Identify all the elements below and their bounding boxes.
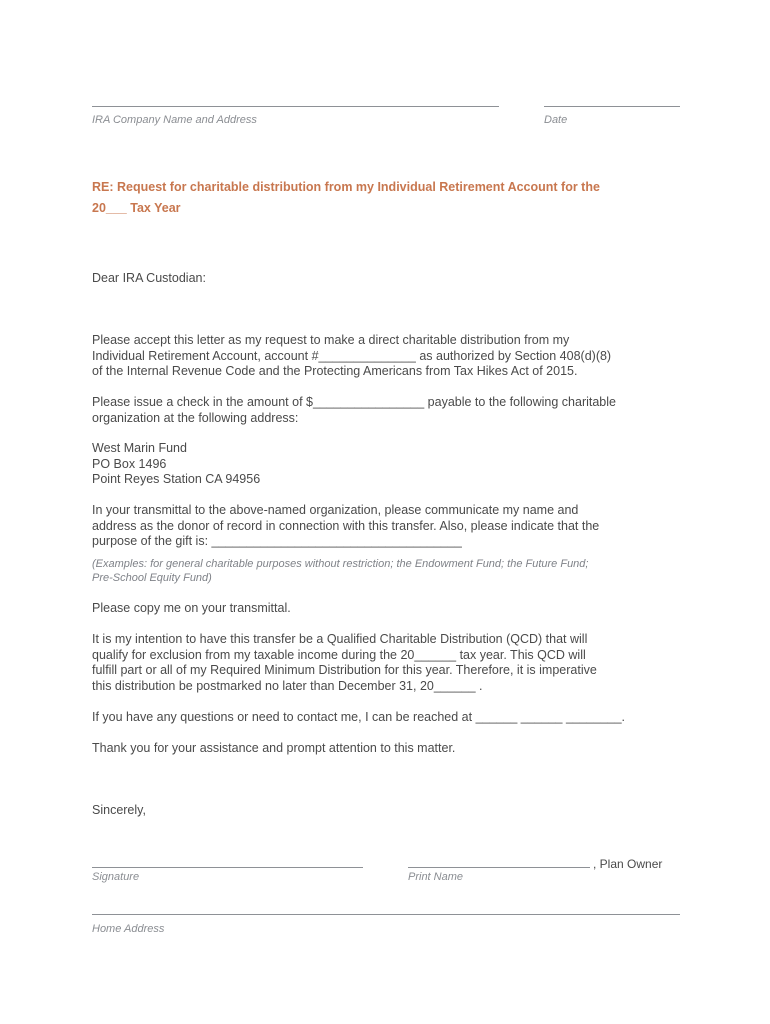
salutation: Dear IRA Custodian: xyxy=(92,271,206,285)
text-line: qualify for exclusion from my taxable income during the 20______ tax year. This QCD will xyxy=(92,647,586,662)
plan-owner-label: , Plan Owner xyxy=(593,857,663,871)
paragraph-qcd xyxy=(92,632,692,694)
paragraph-contact: If you have any questions or need to contact me, I can be reached at ______ ______ ________. xyxy=(92,710,626,724)
company-name-caption: IRA Company Name and Address xyxy=(92,114,257,126)
date-line[interactable] xyxy=(544,106,680,107)
address-line: PO Box 1496 xyxy=(92,456,167,471)
paragraph-transmittal xyxy=(92,503,692,550)
address-line: West Marin Fund xyxy=(92,441,187,455)
subject-line-2: 20___ Tax Year xyxy=(92,201,181,215)
paragraph-request xyxy=(92,333,692,380)
text-line: Please issue a check in the amount of $________________ payable to the following charitable xyxy=(92,395,616,409)
note-line: (Examples: for general charitable purposes without restriction; the Endowment Fund; the Future Fund; xyxy=(92,558,589,570)
text-line: It is my intention to have this transfer be a Qualified Charitable Distribution (QCD) that will xyxy=(92,632,588,646)
text-line: In your transmittal to the above-named organization, please communicate my name and xyxy=(92,503,579,517)
address-line: Point Reyes Station CA 94956 xyxy=(92,472,261,486)
text-line: purpose of the gift is: ____________________________________ xyxy=(92,534,462,548)
print-name-caption: Print Name xyxy=(408,871,464,883)
text-line: this distribution be postmarked no later than December 31, 20______ . xyxy=(92,678,483,693)
home-address-line[interactable] xyxy=(92,914,680,915)
paragraph-copy: Please copy me on your transmittal. xyxy=(92,601,291,615)
text-line: fulfill part or all of my Required Minimum Distribution for this year. Therefore, it is imperative xyxy=(92,663,597,677)
examples-note xyxy=(92,557,692,585)
text-line: Individual Retirement Account, account #______________ as authorized by Section 408(d)(8) xyxy=(92,348,612,363)
company-name-line[interactable] xyxy=(92,106,499,107)
paragraph-thanks: Thank you for your assistance and prompt attention to this matter. xyxy=(92,741,456,755)
date-caption: Date xyxy=(544,114,568,126)
subject-line-1: RE: Request for charitable distribution from my Individual Retirement Account for the xyxy=(92,180,600,194)
print-name-line[interactable] xyxy=(408,867,590,868)
note-line: Pre-School Equity Fund) xyxy=(92,572,212,584)
home-address-caption: Home Address xyxy=(92,923,165,935)
closing: Sincerely, xyxy=(92,803,146,817)
text-line: organization at the following address: xyxy=(92,410,299,425)
text-line: Please accept this letter as my request to make a direct charitable distribution from my xyxy=(92,333,570,347)
paragraph-check xyxy=(92,395,692,426)
signature-caption: Signature xyxy=(92,871,140,883)
text-line: address as the donor of record in connection with this transfer. Also, please indicate that the xyxy=(92,518,600,533)
recipient-address xyxy=(92,441,692,488)
text-line: of the Internal Revenue Code and the Protecting Americans from Tax Hikes Act of 2015. xyxy=(92,364,578,378)
signature-line[interactable] xyxy=(92,867,363,868)
